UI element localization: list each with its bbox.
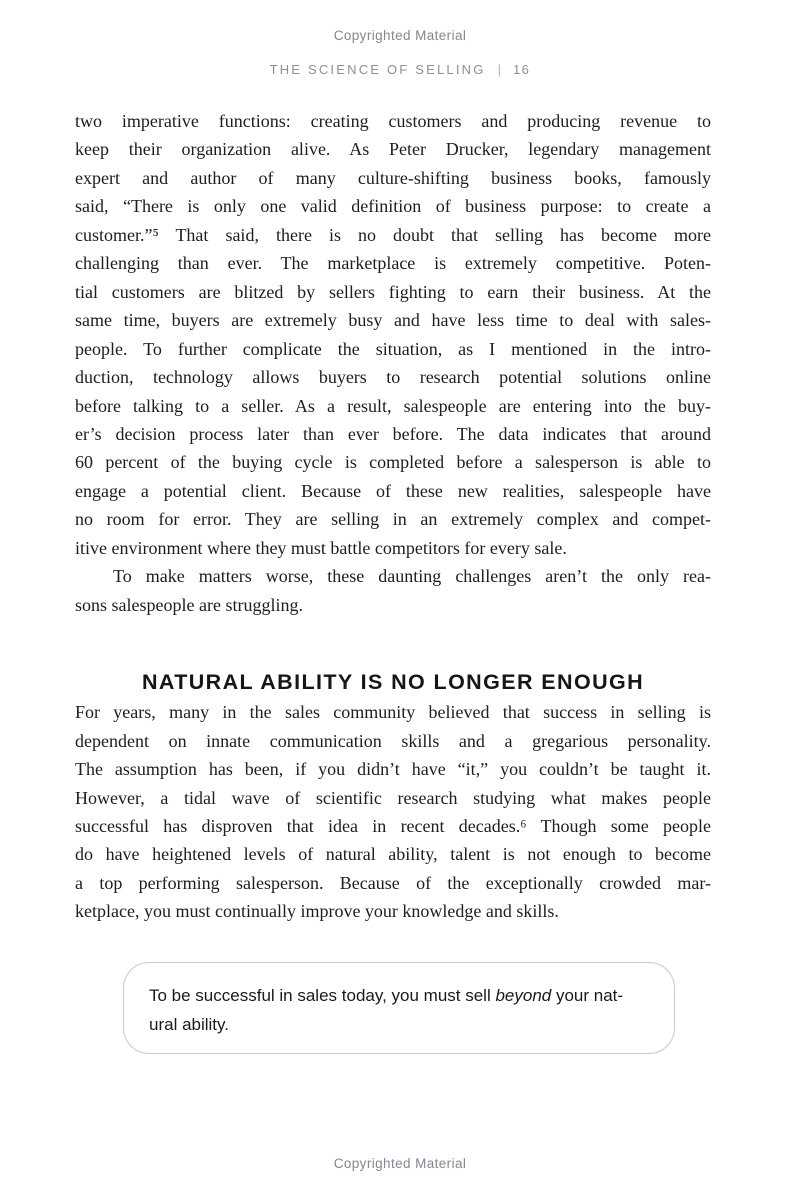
callout-text-after: your nat- [551,986,624,1005]
callout-box [123,962,675,1054]
running-header [0,62,800,77]
body-line: customer.”⁵ That said, there is no doubt that selling has become more [75,224,711,245]
section-heading: NATURAL ABILITY IS NO LONGER ENOUGH [141,670,645,695]
body-line: dependent on innate communication skills and a gregarious personality. [75,730,711,751]
body-line: sons salespeople are struggling. [75,594,303,615]
body-line: er’s decision process later than ever before. The data indicates that around [75,423,711,444]
body-line: itive environment where they must battle competitors for every sale. [75,537,567,558]
body-line: The assumption has been, if you didn’t have “it,” you couldn’t be taught it. [75,759,711,780]
body-line: before talking to a seller. As a result, salespeople are entering into the buy- [75,395,711,416]
body-line: no room for error. They are selling in an extremely complex and compet- [75,509,711,530]
body-line: a top performing salesperson. Because of the exceptionally crowded mar- [75,872,711,893]
body-line: However, a tidal wave of scientific research studying what makes people [75,787,711,808]
body-line: tial customers are blitzed by sellers fighting to earn their business. At the [75,281,711,302]
callout-italic-word: beyond [495,986,552,1005]
body-line: For years, many in the sales community believed that success in selling is [75,702,711,723]
body-line: ketplace, you must continually improve your knowledge and skills. [75,901,559,922]
body-line: To make matters worse, these daunting challenges aren’t the only rea- [113,566,711,587]
callout-line-2: ural ability. [149,1015,229,1034]
header-separator: | [497,62,501,77]
body-line: engage a potential client. Because of these new realities, salespeople have [75,480,711,501]
body-line: people. To further complicate the situation, as I mentioned in the intro- [75,338,711,359]
copyright-notice-bottom: Copyrighted Material [333,1156,467,1171]
paragraph-3 [75,698,711,926]
body-line: two imperative functions: creating customers and producing revenue to [75,111,711,131]
paragraph-1 [75,107,711,562]
book-title: THE SCIENCE OF SELLING [269,62,486,77]
body-line: same time, buyers are extremely busy and have less time to deal with sales- [75,310,711,331]
body-line: successful has disproven that idea in recent decades.⁶ Though some people [75,815,711,836]
body-line: challenging than ever. The marketplace is extremely competitive. Poten- [75,253,711,274]
copyright-notice-top: Copyrighted Material [333,28,467,43]
body-line: said, “There is only one valid definition of business purpose: to create a [75,196,711,217]
page-number: 16 [512,62,531,77]
body-line: 60 percent of the buying cycle is completed before a salesperson is able to [75,452,711,473]
text-column [75,107,711,926]
callout-text-before: To be successful in sales today, you must sell [149,986,496,1005]
callout-text [124,963,674,1039]
body-line: duction, technology allows buyers to research potential solutions online [75,367,711,388]
body-line: keep their organization alive. As Peter Drucker, legendary management [75,139,711,160]
body-line: expert and author of many culture-shifting business books, famously [75,167,711,188]
body-line: do have heightened levels of natural ability, talent is not enough to become [75,844,711,865]
paragraph-2 [75,562,711,619]
